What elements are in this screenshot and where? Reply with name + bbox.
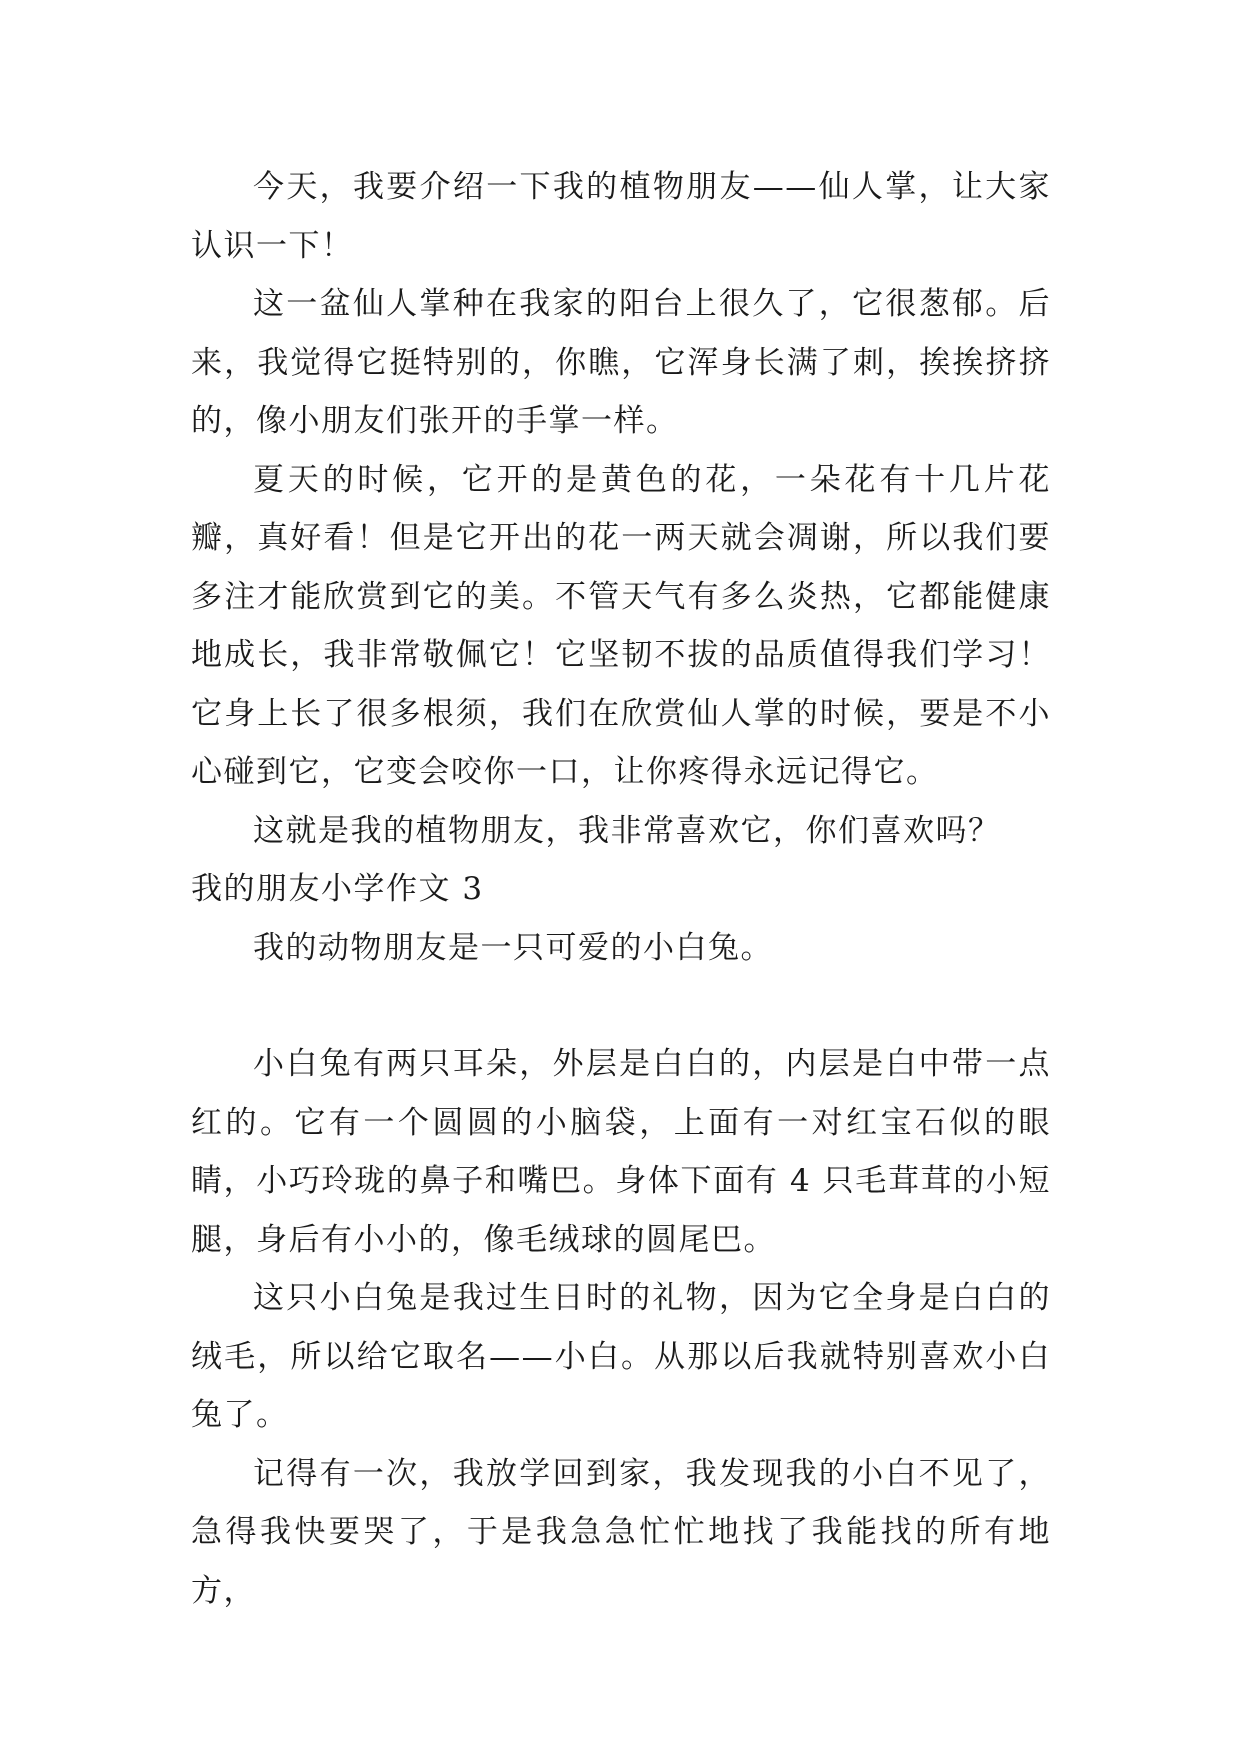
paragraph-rabbit-missing: 记得有一次，我放学回到家，我发现我的小白不见了，急得我快要哭了，于是我急急忙忙地找了我能找的所有地方， xyxy=(191,1455,1051,1609)
paragraph-gap xyxy=(191,977,1051,1035)
essay-heading: 我的朋友小学作文 3 xyxy=(191,871,484,907)
paragraph-cactus-intro: 今天，我要介绍一下我的植物朋友——仙人掌，让大家认识一下！ xyxy=(191,169,1051,264)
paragraph-rabbit-gift: 这只小白兔是我过生日时的礼物，因为它全身是白白的绒毛，所以给它取名——小白。从那以后我就特别喜欢小白兔了。 xyxy=(191,1280,1051,1433)
paragraph-cactus-conclusion: 这就是我的植物朋友，我非常喜欢它，你们喜欢吗？ xyxy=(253,812,1001,849)
paragraph-cactus-flowers: 夏天的时候，它开的是黄色的花，一朵花有十几片花瓣，真好看！但是它开出的花一两天就会凋谢，所以我们要多注才能欣赏到它的美。不管天气有多么炎热，它都能健康地成长，我非常敬佩它！它坚韧不拔的品质值得我们学习！它身上长了很多根须，我们在欣赏仙人掌的时候，要是不小心碰到它，它变会咬你一口，让你疼得永远记得它。 xyxy=(191,461,1051,790)
paragraph-cactus-description: 这一盆仙人掌种在我家的阳台上很久了，它很葱郁。后来，我觉得它挺特别的，你瞧，它浑身长满了刺，挨挨挤挤的，像小朋友们张开的手掌一样。 xyxy=(191,286,1051,439)
document-body xyxy=(191,158,1051,1620)
paragraph-rabbit-intro: 我的动物朋友是一只可爱的小白兔。 xyxy=(253,929,773,966)
paragraph-rabbit-appearance: 小白兔有两只耳朵，外层是白白的，内层是白中带一点红的。它有一个圆圆的小脑袋，上面有一对红宝石似的眼睛，小巧玲珑的鼻子和嘴巴。身体下面有 4 只毛茸茸的小短腿，身后有小小的，像毛绒球的圆尾巴。 xyxy=(191,1046,1051,1258)
